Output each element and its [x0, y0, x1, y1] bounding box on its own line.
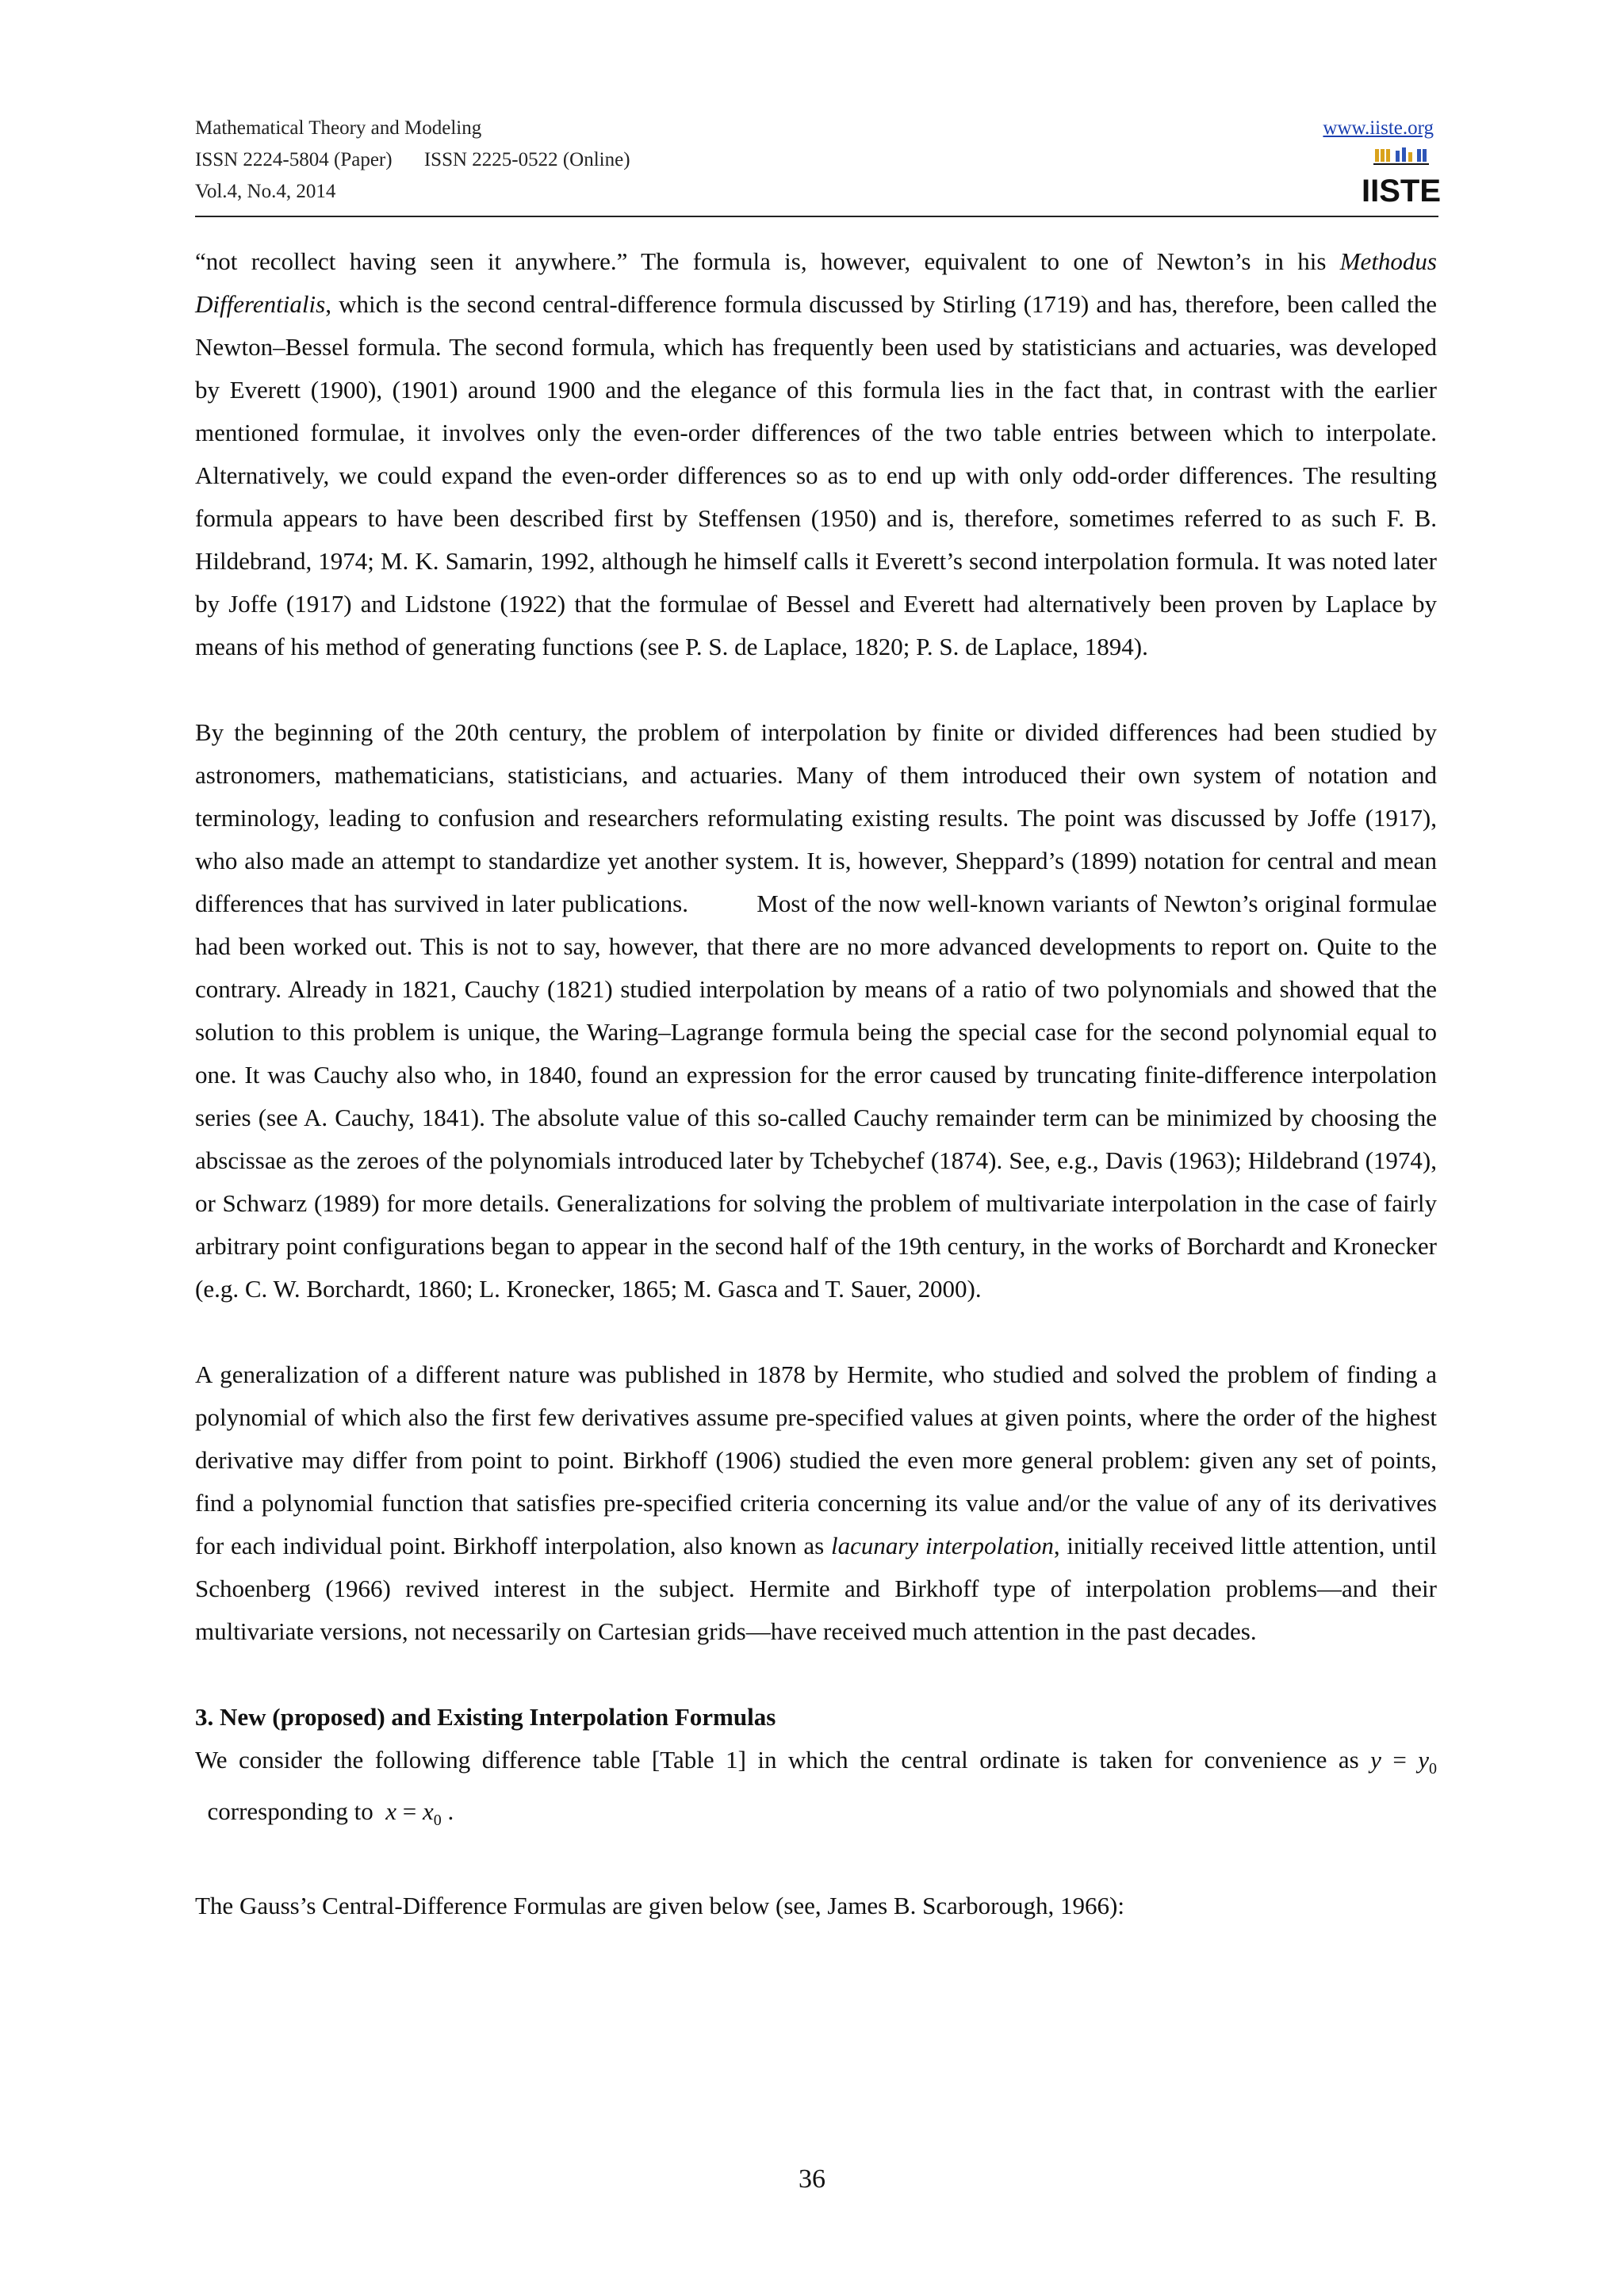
paragraph-3: A generalization of a different nature was published in 1878 by Hermite, who studied and solved the problem of finding a polynomial of which also the first few derivatives assume pre-specified values at given points, where the order of the highest derivative may differ from point to point. Birkhoff (1906) studied the even more general problem: given any set of points, find a polynomial function that satisfies pre-specified criteria concerning its value and/or the value of any of its derivatives for each individual point. Birkhoff interpolation, also known as lacunary interpolation, initially received little attention, until Schoenberg (1966) revived interest in the subject. Hermite and Birkhoff type of interpolation problems—and their multivariate versions, not necessarily on Cartesian grids—have received much attention in the past decades. — [195, 1360, 1437, 1645]
paragraph-1: “not recollect having seen it anywhere.” The formula is, however, equivalent to one of Newton’s in his Methodus Differentialis, which is the second central-difference formula discussed by Stirling (1719) and has, therefore, been called the Newton–Bessel formula. The second formula, which has frequently been used by statisticians and actuaries, was developed by Everett (1900), (1901) around 1900 and the elegance of this formula lies in the fact that, in contrast with the earlier mentioned formulae, it involves only the even-order differences of the two table entries between which to interpolate. Alternatively, we could expand the even-order differences so as to end up with only odd-order differences. The resulting formula appears to have been described first by Steffensen (1950) and is, therefore, sometimes referred to as such F. B. Hildebrand, 1974; M. K. Samarin, 1992, although he himself calls it Everett’s second interpolation formula. It was noted later by Joffe (1917) and Lidstone (1922) that the formulae of Bessel and Everett had alternatively been proven by Laplace by means of his method of generating functions (see P. S. de Laplace, 1820; P. S. de Laplace, 1894). — [195, 247, 1437, 660]
equation-y: $y = y_0$ — [1370, 1746, 1438, 1778]
page-number: 36 — [799, 2164, 825, 2194]
volume-issue: Vol.4, No.4, 2014 — [195, 181, 336, 202]
logo-text: IISTE — [1361, 174, 1442, 209]
website-link[interactable]: www.iiste.org — [1323, 117, 1434, 139]
journal-name: Mathematical Theory and Modeling — [195, 117, 482, 139]
iiste-logo — [1361, 147, 1442, 209]
issn-line — [195, 144, 1434, 176]
paragraph-2: By the beginning of the 20th century, the problem of interpolation by finite or divided differences had been studied by astronomers, mathematicians, statisticians, and actuaries. Many of them introduced their own system of notation and terminology, leading to confusion and researchers reformulating existing results. The point was discussed by Joffe (1917), who also made an attempt to standardize yet another system. It is, however, Sheppard’s (1899) notation for central and mean differences that has survived in later publications. Most of the now well-known variants of Newton’s original formulae had been worked out. This is not to say, however, that there are no more advanced developments to report on. Quite to the contrary. Already in 1821, Cauchy (1821) studied interpolation by means of a ratio of two polynomials and showed that the solution to this problem is unique, the Waring–Lagrange formula being the special case for the second polynomial equal to one. It was Cauchy also who, in 1840, found an expression for the error caused by truncating finite-difference interpolation series (see A. Cauchy, 1841). The absolute value of this so-called Cauchy remainder term can be minimized by choosing the abscissae as the zeroes of the polynomials introduced later by Tchebychef (1874). See, e.g., Davis (1963); Hildebrand (1974), or Schwarz (1989) for more details. Generalizations for solving the problem of multivariate interpolation in the case of fairly arbitrary point configurations began to appear in the second half of the 19th century, in the works of Borchardt and Kronecker (e.g. C. W. Borchardt, 1860; L. Kronecker, 1865; M. Gasca and T. Sauer, 2000). — [195, 718, 1443, 1303]
article-body — [195, 240, 1443, 1927]
issn-paper: ISSN 2224-5804 (Paper) — [195, 149, 393, 170]
lacunary-term: lacunary interpolation — [830, 1532, 1054, 1559]
issn-online: ISSN 2225-0522 (Online) — [423, 149, 630, 170]
paragraph-5: The Gauss’s Central-Difference Formulas are given below (see, James B. Scarborough, 1966): — [195, 1892, 1124, 1920]
methodus-title: Methodus Differentialis — [195, 247, 1437, 318]
section-heading: 3. New (proposed) and Existing Interpolation Formulas — [195, 1703, 776, 1731]
page-header — [195, 113, 1442, 216]
equation-x: $x = x_0$ — [385, 1797, 442, 1830]
paragraph-4: We consider the following difference table [Table 1] in which the central ordinate is taken for convenience as $y = y_0$ corresponding to $x = x_0$ . — [195, 1746, 1438, 1830]
header-rule — [195, 216, 1438, 217]
